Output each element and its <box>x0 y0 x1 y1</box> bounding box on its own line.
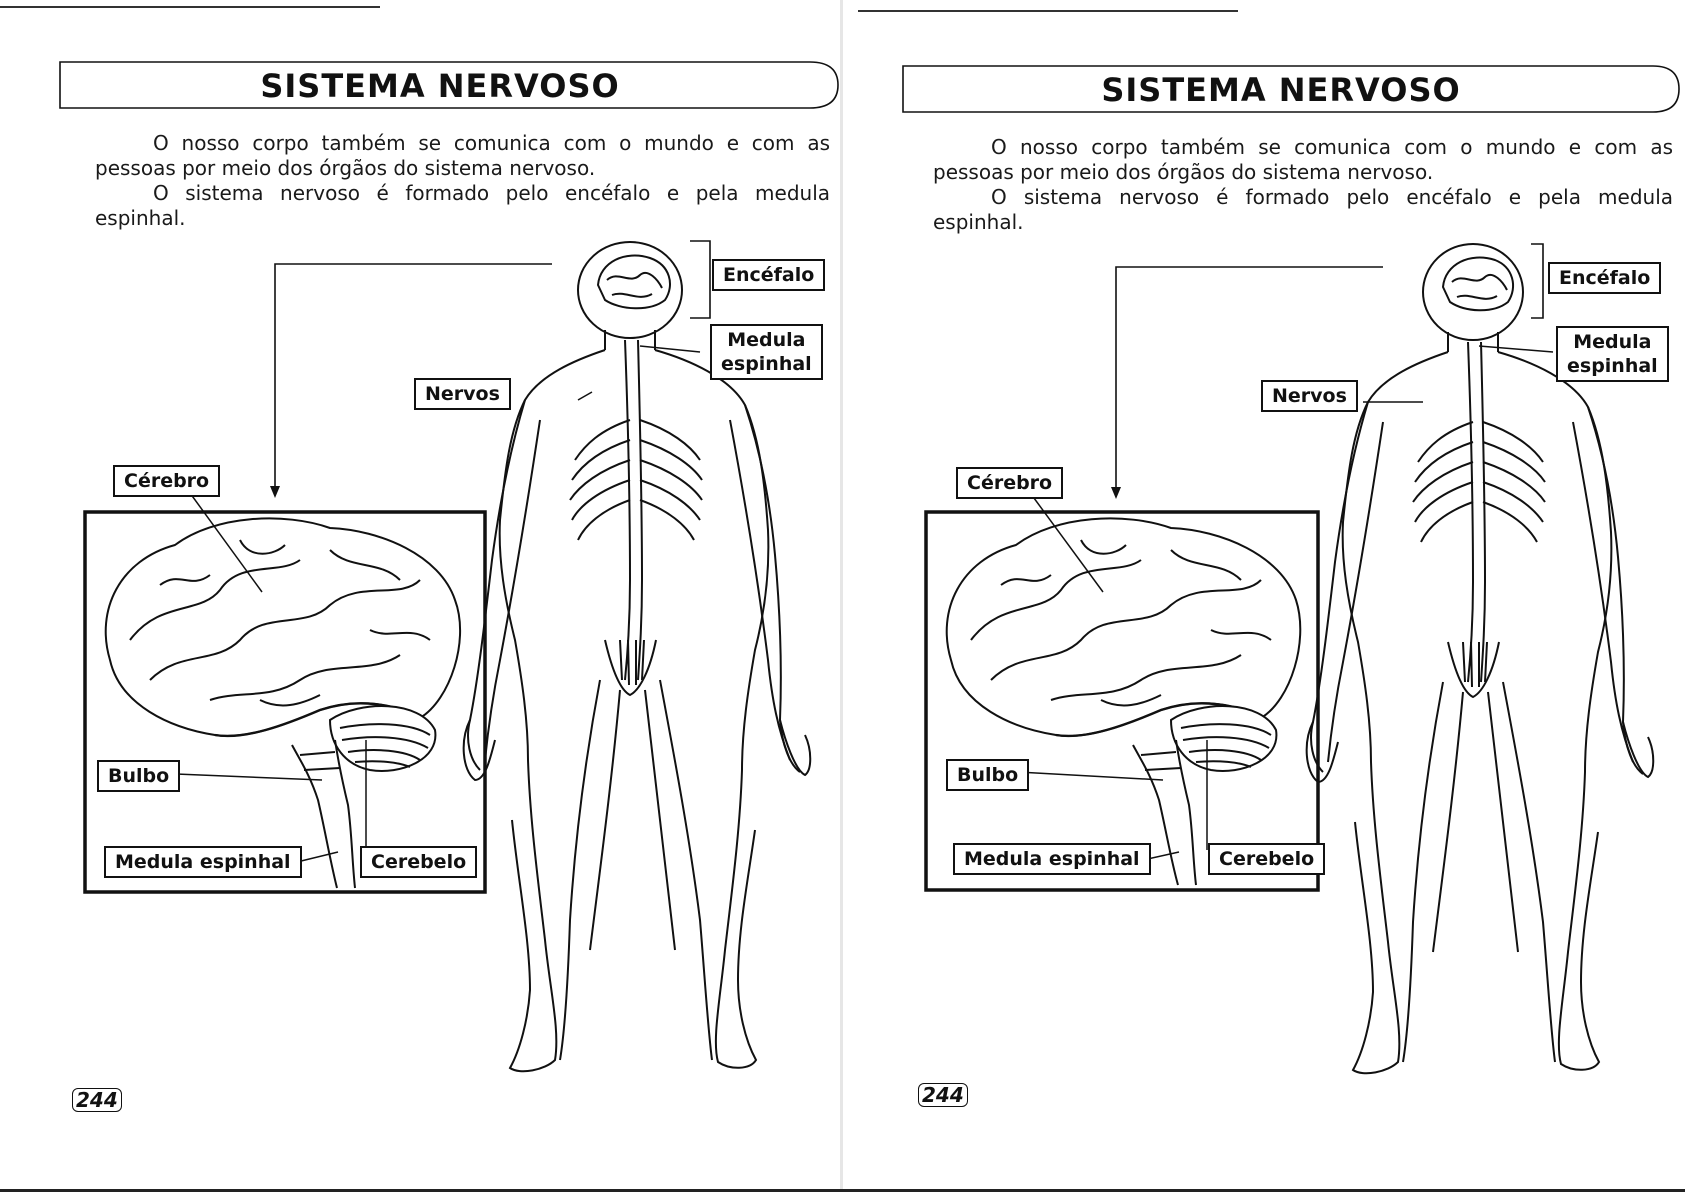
intro-text <box>933 135 1673 235</box>
label-nervos: Nervos <box>414 378 511 410</box>
page-title: SISTEMA NERVOSO <box>260 67 620 105</box>
label-medula-line1: Medula <box>727 329 806 351</box>
brain-drawing <box>106 518 460 888</box>
title-banner-area <box>901 64 1681 114</box>
label-cerebro: Cérebro <box>956 467 1063 499</box>
intro-paragraph-2: O sistema nervoso é formado pelo encéfalo e pela medula espinhal. <box>95 181 830 230</box>
page-right <box>843 0 1685 1192</box>
label-cerebelo: Cerebelo <box>1208 843 1325 875</box>
label-cerebelo: Cerebelo <box>360 846 477 878</box>
brain-drawing <box>947 518 1301 885</box>
arrowhead-icon <box>1111 487 1121 499</box>
intro-paragraph-1: O nosso corpo também se comunica com o mundo e com as pessoas por meio dos órgãos do sistema nervoso. <box>95 131 830 180</box>
label-cerebro: Cérebro <box>113 465 220 497</box>
label-medula-line2: espinhal <box>1567 355 1658 377</box>
label-bulbo: Bulbo <box>97 760 180 792</box>
label-medula-line1: Medula <box>1573 331 1652 353</box>
intro-text <box>95 131 830 231</box>
encefalo-bracket <box>690 241 710 318</box>
title-banner-area <box>60 60 840 110</box>
label-medula-line2: espinhal <box>721 353 812 375</box>
label-medula-espinhal-body <box>710 324 823 380</box>
intro-paragraph-2: O sistema nervoso é formado pelo encéfalo e pela medula espinhal. <box>933 185 1673 234</box>
page-left <box>0 0 842 1192</box>
page-number: 244 <box>918 1083 968 1107</box>
label-bulbo: Bulbo <box>946 759 1029 791</box>
arrowhead-icon <box>270 486 280 498</box>
label-encefalo: Encéfalo <box>712 259 825 291</box>
label-encefalo: Encéfalo <box>1548 262 1661 294</box>
label-medula-espinhal-inset: Medula espinhal <box>953 843 1151 875</box>
intro-paragraph-1: O nosso corpo também se comunica com o mundo e com as pessoas por meio dos órgãos do sistema nervoso. <box>933 135 1673 184</box>
page-title: SISTEMA NERVOSO <box>1101 71 1461 109</box>
label-medula-espinhal-inset: Medula espinhal <box>104 846 302 878</box>
page-number: 244 <box>72 1088 122 1112</box>
encefalo-bracket <box>1531 244 1543 318</box>
label-nervos: Nervos <box>1261 380 1358 412</box>
label-medula-espinhal-body <box>1556 326 1669 382</box>
